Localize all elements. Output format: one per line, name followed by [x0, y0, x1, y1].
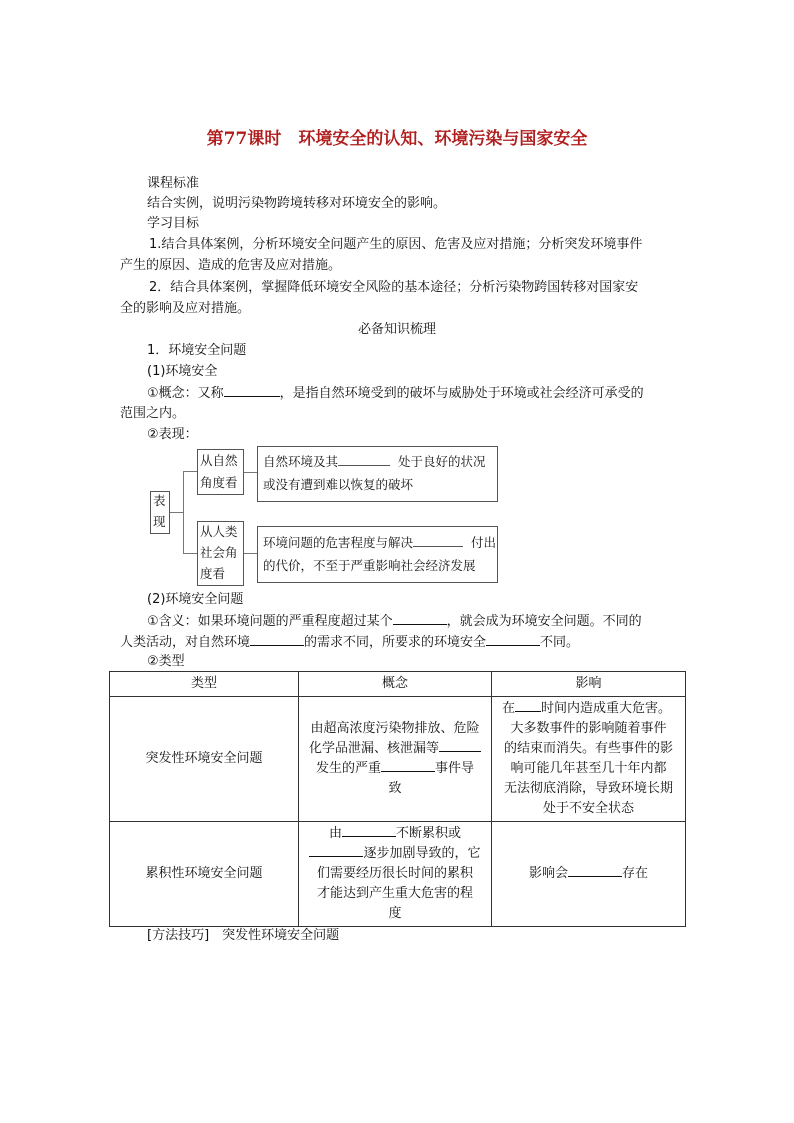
connector	[244, 553, 258, 554]
fill-blank	[309, 844, 363, 857]
s1-sub-heading: (1)环境安全	[147, 364, 218, 379]
page-title: 第77课时 环境安全的认知、环境污染与国家安全	[206, 129, 588, 149]
text-fragment: ，是指自然环境受到的破坏与威胁处于环境或社会经济可承受的	[279, 386, 644, 401]
s1-concept-line-2: 范围之内。	[120, 406, 186, 421]
goal-2-line-1: 2．结合具体案例，掌握降低环境安全风险的基本途径；分析污染物跨国转移对国家安	[149, 280, 639, 295]
type-cell: 突发性环境安全问题	[110, 697, 299, 822]
text-fragment: 化学品泄漏、核泄漏等	[308, 741, 439, 756]
fill-blank	[515, 699, 541, 712]
course-standard-heading: 课程标准	[147, 176, 200, 191]
node-label-line: 度看	[200, 566, 226, 581]
text-fragment: 在	[502, 701, 516, 716]
cell-line: 无法彻底消除，导致环境长期	[503, 781, 673, 796]
fill-blank	[439, 739, 481, 752]
diagram-root-char: 表	[153, 493, 166, 508]
impact-cell	[492, 697, 686, 822]
text-fragment: ，就会成为环境安全问题。不同的	[446, 614, 642, 629]
cell-line	[496, 699, 681, 719]
cell-line: 致	[388, 781, 402, 796]
node-label-line: 从自然	[200, 453, 238, 468]
cell-line	[303, 824, 487, 844]
text-fragment: 事件导	[435, 761, 475, 776]
desc-line	[263, 451, 485, 473]
fill-blank	[568, 864, 622, 877]
text-fragment: 时间内造成重大危害。	[541, 701, 672, 716]
table-header-row	[110, 672, 686, 697]
concept-cell	[299, 822, 492, 927]
desc-line: 或没有遭到难以恢复的破坏	[263, 477, 414, 492]
node-label-line: 从人类	[200, 524, 238, 539]
goal-2-line-2: 全的影响及应对措施。	[120, 301, 251, 316]
connector	[183, 471, 184, 553]
goal-1-line-1: 1.结合具体案例，分析环境安全问题产生的原因、危害及应对措施；分析突发环境事件	[149, 237, 643, 252]
table-row	[110, 697, 686, 822]
table-row	[110, 822, 686, 927]
impact-cell	[492, 822, 686, 927]
text-fragment: ①含义：如果环境问题的严重程度超过某个	[147, 614, 393, 629]
s2-meaning-line-1	[147, 612, 642, 631]
connector	[170, 512, 183, 513]
fill-blank	[342, 824, 396, 837]
connector	[183, 553, 198, 554]
connector	[183, 471, 198, 472]
s2-heading: (2)环境安全问题	[147, 592, 244, 607]
cell-line: 大多数事件的影响随着事件	[510, 721, 667, 736]
fill-blank	[250, 633, 304, 646]
text-fragment: 付出	[470, 535, 496, 550]
s2-meaning-line-2	[120, 633, 579, 652]
s1-concept-line-1	[147, 384, 644, 403]
fill-blank	[393, 612, 447, 625]
cell-line	[303, 739, 487, 759]
s1-heading: 1．环境安全问题	[147, 343, 247, 358]
header-cell: 类型	[110, 672, 299, 697]
cell-line: 的结束而消失。有些事件的影	[503, 741, 673, 756]
s2-types-label: ②类型	[147, 654, 185, 669]
fill-blank	[381, 759, 435, 772]
fill-blank	[338, 453, 390, 466]
text-fragment: 由	[328, 826, 342, 841]
text-fragment: 人类活动，对自然环境	[120, 635, 251, 650]
desc-line	[263, 532, 496, 554]
text-fragment: 环境问题的危害程度与解决	[263, 535, 414, 550]
diagram-root-char: 现	[153, 514, 166, 529]
course-standard-text: 结合实例，说明污染物跨境转移对环境安全的影响。	[147, 196, 447, 211]
text-fragment: 不断累积或	[396, 826, 462, 841]
cell-line: 由超高浓度污染物排放、危险	[310, 721, 480, 736]
learning-goals-heading: 学习目标	[147, 216, 200, 231]
connector	[244, 472, 258, 473]
fill-blank	[486, 633, 540, 646]
text-fragment: 不同。	[540, 635, 580, 650]
header-cell: 概念	[299, 672, 492, 697]
header-cell: 影响	[492, 672, 686, 697]
concept-cell	[299, 697, 492, 822]
method-tip-heading: [方法技巧] 突发性环境安全问题	[147, 928, 340, 943]
fill-blank	[413, 534, 463, 547]
types-table	[109, 671, 686, 927]
cell-line: 们需要经历很长时间的累积	[316, 866, 473, 881]
text-fragment: 的需求不同，所要求的环境安全	[304, 635, 487, 650]
s1-manifestation-label: ②表现：	[147, 427, 198, 442]
cell-line: 响可能几年甚至几十年内都	[510, 761, 667, 776]
cell-line: 才能达到产生重大危害的程	[316, 886, 473, 901]
text-fragment: 存在	[622, 866, 649, 881]
cell-line	[303, 759, 487, 779]
section-heading: 必备知识梳理	[357, 322, 436, 337]
fill-blank	[224, 384, 280, 397]
text-fragment: 影响会	[528, 866, 568, 881]
type-cell: 累积性环境安全问题	[110, 822, 299, 927]
cell-line	[303, 844, 487, 864]
node-label-line: 社会角	[200, 545, 238, 560]
text-fragment: 自然环境及其	[263, 454, 339, 469]
text-fragment: 发生的严重	[315, 761, 381, 776]
cell-line: 处于不安全状态	[542, 801, 634, 816]
cell-line: 度	[388, 906, 402, 921]
desc-line: 的代价，不至于严重影响社会经济发展	[263, 558, 476, 573]
node-label-line: 角度看	[200, 475, 238, 490]
goal-1-line-2: 产生的原因、造成的危害及应对措施。	[120, 258, 342, 273]
text-fragment: ①概念：又称	[147, 386, 224, 401]
text-fragment: 处于良好的状况	[397, 454, 486, 469]
text-fragment: 逐步加剧导致的，它	[363, 846, 481, 861]
